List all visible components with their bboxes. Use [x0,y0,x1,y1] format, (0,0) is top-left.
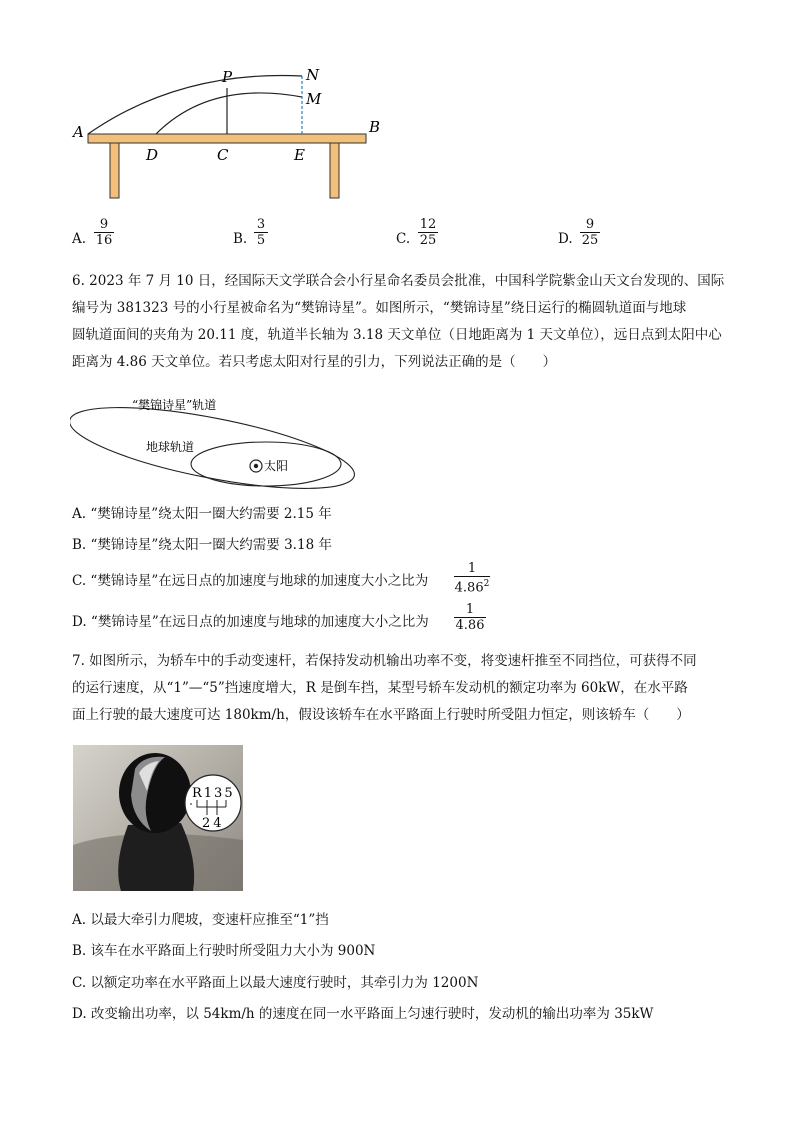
label-m: M [306,90,322,108]
q7-option-d[interactable]: D. 改变输出功率，以 54km/h 的速度在同一水平路面上匀速行驶时，发动机的输出功率为 35kW [72,1006,654,1022]
q6-stem-line-3: 圆轨道面间的夹角为 20.11 度，轨道半长轴为 3.18 天文单位（日地距离为 1 天文单位），远日点到太阳中心 [72,327,722,343]
q7-option-a[interactable]: A. 以最大牵引力爬坡，变速杆应推至“1”挡 [72,912,329,928]
arc-a-n [88,75,302,134]
q7-option-c[interactable]: C. 以额定功率在水平路面上以最大速度行驶时，其牵引力为 1200N [72,975,479,991]
gear-shifter-photo [73,745,243,891]
gear-bottom-labels: 24 [202,816,225,831]
label-d: D [146,146,159,164]
q5-option-c[interactable]: C. [396,231,411,247]
q6-orbit-figure [70,392,370,497]
gear-top-labels: R135 [192,786,235,801]
label-e: E [294,146,305,164]
label-b: B [369,118,381,136]
q6-option-d[interactable]: D. “樊锦诗星”在远日点的加速度与地球的加速度大小之比为 [72,614,429,630]
q6-option-c[interactable]: C. “樊锦诗星”在远日点的加速度与地球的加速度大小之比为 [72,573,429,589]
gear-shifter-illustration [73,745,243,891]
q6-option-d-fraction: $\frac{1}{4.86}$ [455,602,485,633]
q7-stem-line-3: 面上行驶的最大速度可达 180km/h，假设该轿车在水平路面上行驶时所受阻力恒定，则该轿车（ ） [72,707,690,723]
q6-option-a[interactable]: A. “樊锦诗星”绕太阳一圈大约需要 2.15 年 [72,506,332,522]
sun-label: 太阳 [264,459,289,473]
q6-option-b[interactable]: B. “樊锦诗星”绕太阳一圈大约需要 3.18 年 [72,537,332,553]
q6-stem-line-2: 编号为 381323 号的小行星被命名为“樊锦诗星”。如图所示，“樊锦诗星”绕日运行的椭圆轨道面与地球 [72,300,687,316]
label-n: N [306,66,320,84]
q7-option-b[interactable]: B. 该车在水平路面上行驶时所受阻力大小为 900N [72,943,376,959]
label-a: A [73,123,84,141]
sun-center-dot [254,464,258,468]
q5-option-a[interactable]: A. [72,231,87,247]
q5-option-d[interactable]: D. [558,231,573,247]
gear-boot [118,823,194,891]
q5-option-d-fraction: $\frac{9}{25}$ [581,217,599,248]
q5-figure [60,60,400,205]
arc-d-m [156,93,302,134]
label-p: P [222,68,233,86]
earth-orbit-label: 地球轨道 [146,440,195,454]
asteroid-orbit-label: “樊锦诗星”轨道 [132,398,217,412]
q7-stem-line-2: 的运行速度，从“1”—“5”挡速度增大，R 是倒车挡，某型号轿车发动机的额定功率为 60kW，在水平路 [72,680,688,696]
label-c: C [217,146,229,164]
table-leg-right [330,143,339,198]
q7-stem-line-1: 7. 如图所示，为轿车中的手动变速杆，若保持发动机输出功率不变，将变速杆推至不同挡位，可获得不同 [72,653,697,669]
q6-option-c-fraction: $\frac{1}{4.86^2}$ [454,561,490,596]
q6-stem-line-1: 6. 2023 年 7 月 10 日，经国际天文学联合会小行星命名委员会批准，中国科学院紫金山天文台发现的、国际 [72,273,725,289]
q5-option-a-fraction: $\frac{9}{16}$ [95,217,113,248]
q6-stem-line-4: 距离为 4.86 天文单位。若只考虑太阳对行星的引力，下列说法正确的是（ ） [72,354,557,370]
q5-option-b-fraction: $\frac{3}{5}$ [254,217,268,248]
q5-option-c-fraction: $\frac{12}{25}$ [419,217,437,248]
q5-option-b[interactable]: B. [233,231,248,247]
table-leg-left [110,143,119,198]
table-top [88,134,366,143]
